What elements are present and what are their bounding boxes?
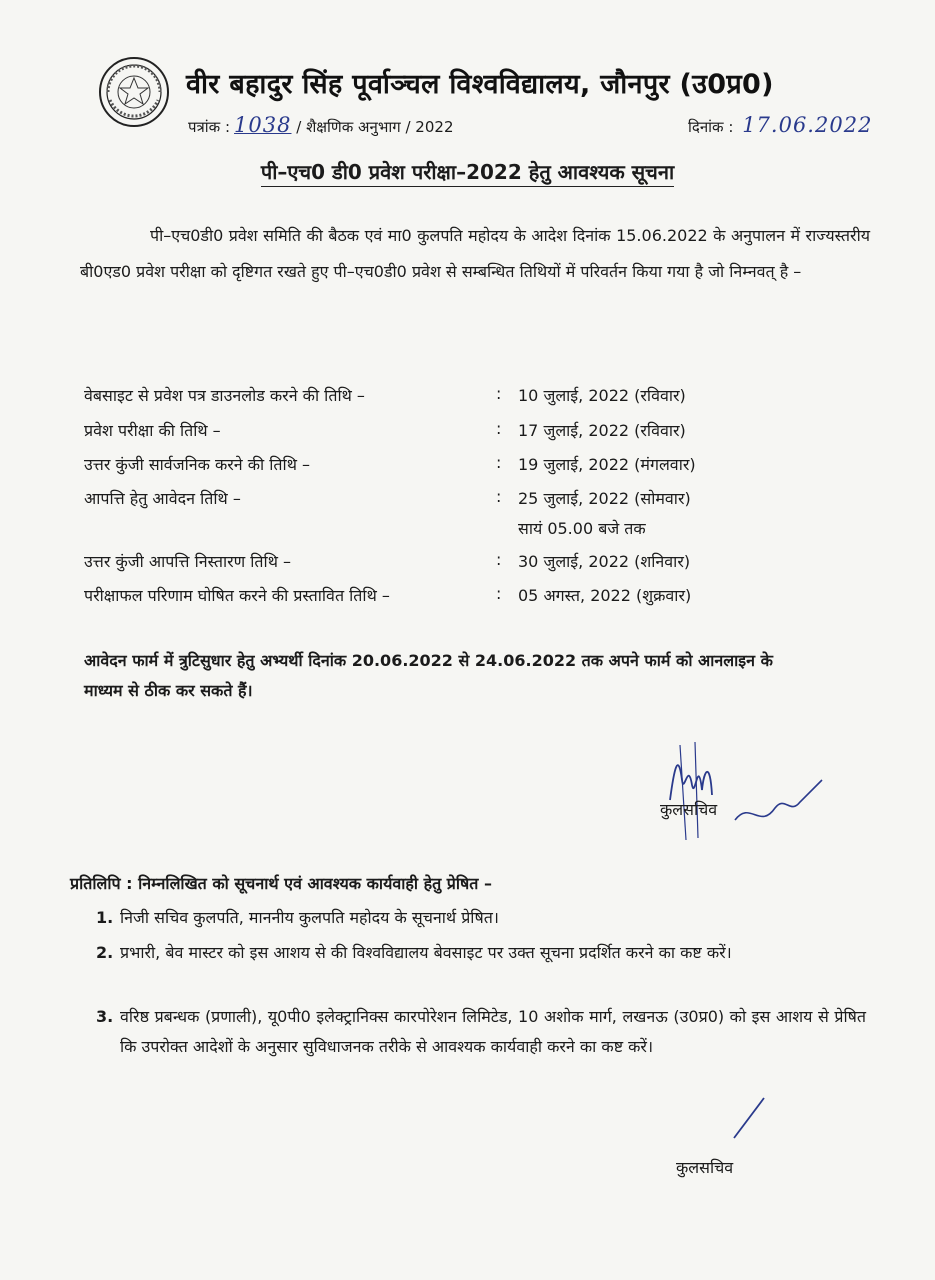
copy-item-number: 3. xyxy=(96,1007,114,1026)
copy-item-number: 1. xyxy=(96,908,114,927)
date-label: दिनांक : xyxy=(688,118,734,136)
schedule-note: सायं 05.00 बजे तक xyxy=(518,519,646,538)
intro-paragraph: पी–एच0डी0 प्रवेश समिति की बैठक एवं मा0 कुलपति महोदय के आदेश दिनांक 15.06.2022 के अनुपालन में राज्यस्तरीय बी0एड0 प्रवेश परीक्षा को दृष्टिगत रखते हुए पी–एच0डी0 प्रवेश से सम्बन्धित तिथियों में परिवर्तन किया गया है जो निम्नवत् है – xyxy=(80,226,870,281)
copy-list-item xyxy=(96,1002,866,1062)
schedule-value: 25 जुलाई, 2022 (सोमवार) xyxy=(518,489,691,508)
copy-list-item xyxy=(96,938,866,968)
schedule-value: 10 जुलाई, 2022 (रविवार) xyxy=(518,386,686,405)
schedule-colon: : xyxy=(496,487,502,506)
signature-icon xyxy=(640,740,840,850)
schedule-colon: : xyxy=(496,453,502,472)
ref-label: पत्रांक : xyxy=(188,118,231,136)
signatory-registrar-1: कुलसचिव xyxy=(660,800,718,819)
copy-heading: प्रतिलिपि : निम्नलिखित को सूचनार्थ एवं आवश्यक कार्यवाही हेतु प्रेषित – xyxy=(70,874,492,893)
schedule-colon: : xyxy=(496,384,502,403)
date-handwritten: 17.06.2022 xyxy=(742,113,873,137)
schedule-label: वेबसाइट से प्रवेश पत्र डाउनलोड करने की तिथि – xyxy=(84,386,365,405)
signatory-registrar-2: कुलसचिव xyxy=(676,1158,734,1177)
notice-title xyxy=(0,158,935,185)
schedule-value: 19 जुलाई, 2022 (मंगलवार) xyxy=(518,455,696,474)
ref-suffix: / शैक्षणिक अनुभाग / 2022 xyxy=(296,118,454,136)
notice-title-text: पी–एच0 डी0 प्रवेश परीक्षा–2022 हेतु आवश्यक सूचना xyxy=(261,160,674,187)
schedule-label: प्रवेश परीक्षा की तिथि – xyxy=(84,421,221,440)
university-name: वीर बहादुर सिंह पूर्वाञ्चल विश्वविद्यालय, जौनपुर (उ0प्र0) xyxy=(186,69,774,100)
schedule-colon: : xyxy=(496,419,502,438)
copy-item-text: वरिष्ठ प्रबन्धक (प्रणाली), यू0पी0 इलेक्ट्रानिक्स कारपोरेशन लिमिटेड, 10 अशोक मार्ग, लखनऊ (उ0प्र0) को इस आशय से प्रेषित कि उपरोक्त आदेशों के अनुसार सुविधाजनक तरीके से आवश्यक कार्यवाही करने का कष्ट करें। xyxy=(120,1007,866,1056)
schedule-value: 05 अगस्त, 2022 (शुक्रवार) xyxy=(518,586,692,605)
copy-item-text: निजी सचिव कुलपति, माननीय कुलपति महोदय के सूचनार्थ प्रेषित। xyxy=(120,908,499,927)
ref-number-handwritten: 1038 xyxy=(234,113,292,137)
schedule-label: उत्तर कुंजी सार्वजनिक करने की तिथि – xyxy=(84,455,311,474)
copy-item-number: 2. xyxy=(96,943,114,962)
schedule-label: परीक्षाफल परिणाम घोषित करने की प्रस्तावित तिथि – xyxy=(84,586,390,605)
copy-list-item xyxy=(96,903,866,933)
schedule-label: उत्तर कुंजी आपत्ति निस्तारण तिथि – xyxy=(84,552,291,571)
university-seal-icon xyxy=(98,56,170,128)
copy-item-text: प्रभारी, बेव मास्टर को इस आशय से की विश्वविद्यालय बेवसाइट पर उक्त सूचना प्रदर्शित करने का कष्ट करें। xyxy=(120,943,732,962)
schedule-colon: : xyxy=(496,584,502,603)
schedule-value: 30 जुलाई, 2022 (शनिवार) xyxy=(518,552,691,571)
schedule-colon: : xyxy=(496,550,502,569)
schedule-label: आपत्ति हेतु आवेदन तिथि – xyxy=(84,489,241,508)
date-line xyxy=(688,113,872,137)
correction-notice: आवेदन फार्म में त्रुटिसुधार हेतु अभ्यर्थी दिनांक 20.06.2022 से 24.06.2022 तक अपने फार्म को आनलाइन के माध्यम से ठीक कर सकते हैं। xyxy=(84,651,773,700)
signature-mark-icon xyxy=(728,1096,768,1142)
schedule-value: 17 जुलाई, 2022 (रविवार) xyxy=(518,421,686,440)
reference-number xyxy=(188,113,454,137)
